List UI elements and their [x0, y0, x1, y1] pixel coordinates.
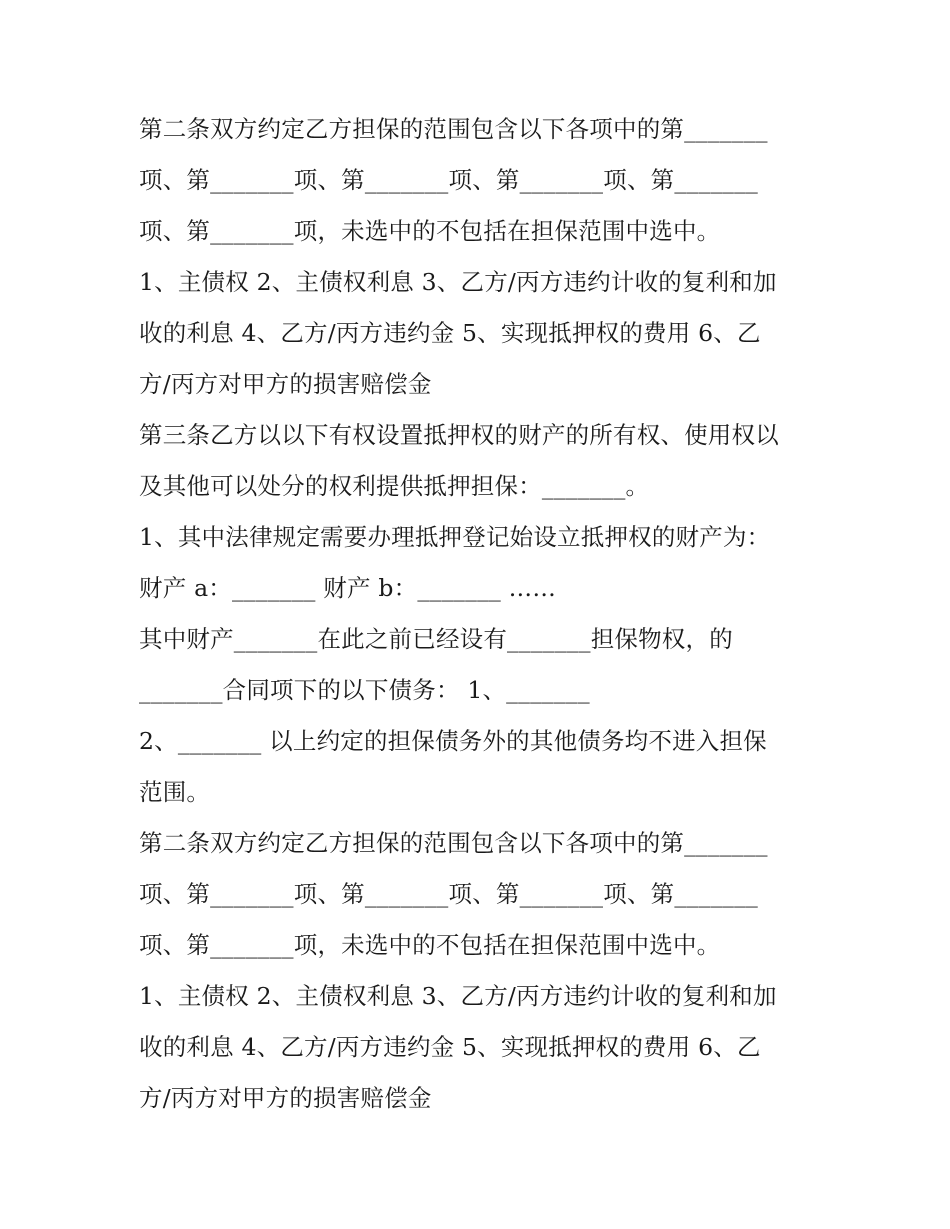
text-line: 1、主债权 2、主债权利息 3、乙方/丙方违约计收的复利和加 [139, 268, 777, 296]
text-line: 1、主债权 2、主债权利息 3、乙方/丙方违约计收的复利和加 [139, 982, 777, 1010]
text-line: 方/丙方对甲方的损害赔偿金 [139, 1084, 432, 1112]
text-line: 项、第_______项、第_______项、第_______项、第_______ [139, 166, 758, 194]
text-line: _______合同项下的以下债务： 1、_______ [139, 676, 590, 704]
text-line: 第二条双方约定乙方担保的范围包含以下各项中的第_______ [139, 829, 768, 857]
text-line: 其中财产_______在此之前已经设有_______担保物权，的 [139, 625, 733, 653]
text-line: 第二条双方约定乙方担保的范围包含以下各项中的第_______ [139, 115, 768, 143]
text-line: 1、其中法律规定需要办理抵押登记始设立抵押权的财产为： [139, 523, 771, 551]
text-line: 范围。 [139, 778, 211, 806]
text-line: 方/丙方对甲方的损害赔偿金 [139, 370, 432, 398]
text-line: 及其他可以处分的权利提供抵押担保：_______。 [139, 472, 650, 500]
text-line: 财产 a：_______ 财产 b：_______ …… [139, 574, 557, 602]
text-line: 项、第_______项、第_______项、第_______项、第_______ [139, 880, 758, 908]
text-line: 收的利息 4、乙方/丙方违约金 5、实现抵押权的费用 6、乙 [139, 319, 761, 347]
text-line: 第三条乙方以以下有权设置抵押权的财产的所有权、使用权以 [139, 421, 779, 449]
text-line: 项、第_______项，未选中的不包括在担保范围中选中。 [139, 931, 721, 959]
text-line: 收的利息 4、乙方/丙方违约金 5、实现抵押权的费用 6、乙 [139, 1033, 761, 1061]
text-line: 项、第_______项，未选中的不包括在担保范围中选中。 [139, 217, 721, 245]
text-line: 2、_______ 以上约定的担保债务外的其他债务均不进入担保 [139, 727, 767, 755]
